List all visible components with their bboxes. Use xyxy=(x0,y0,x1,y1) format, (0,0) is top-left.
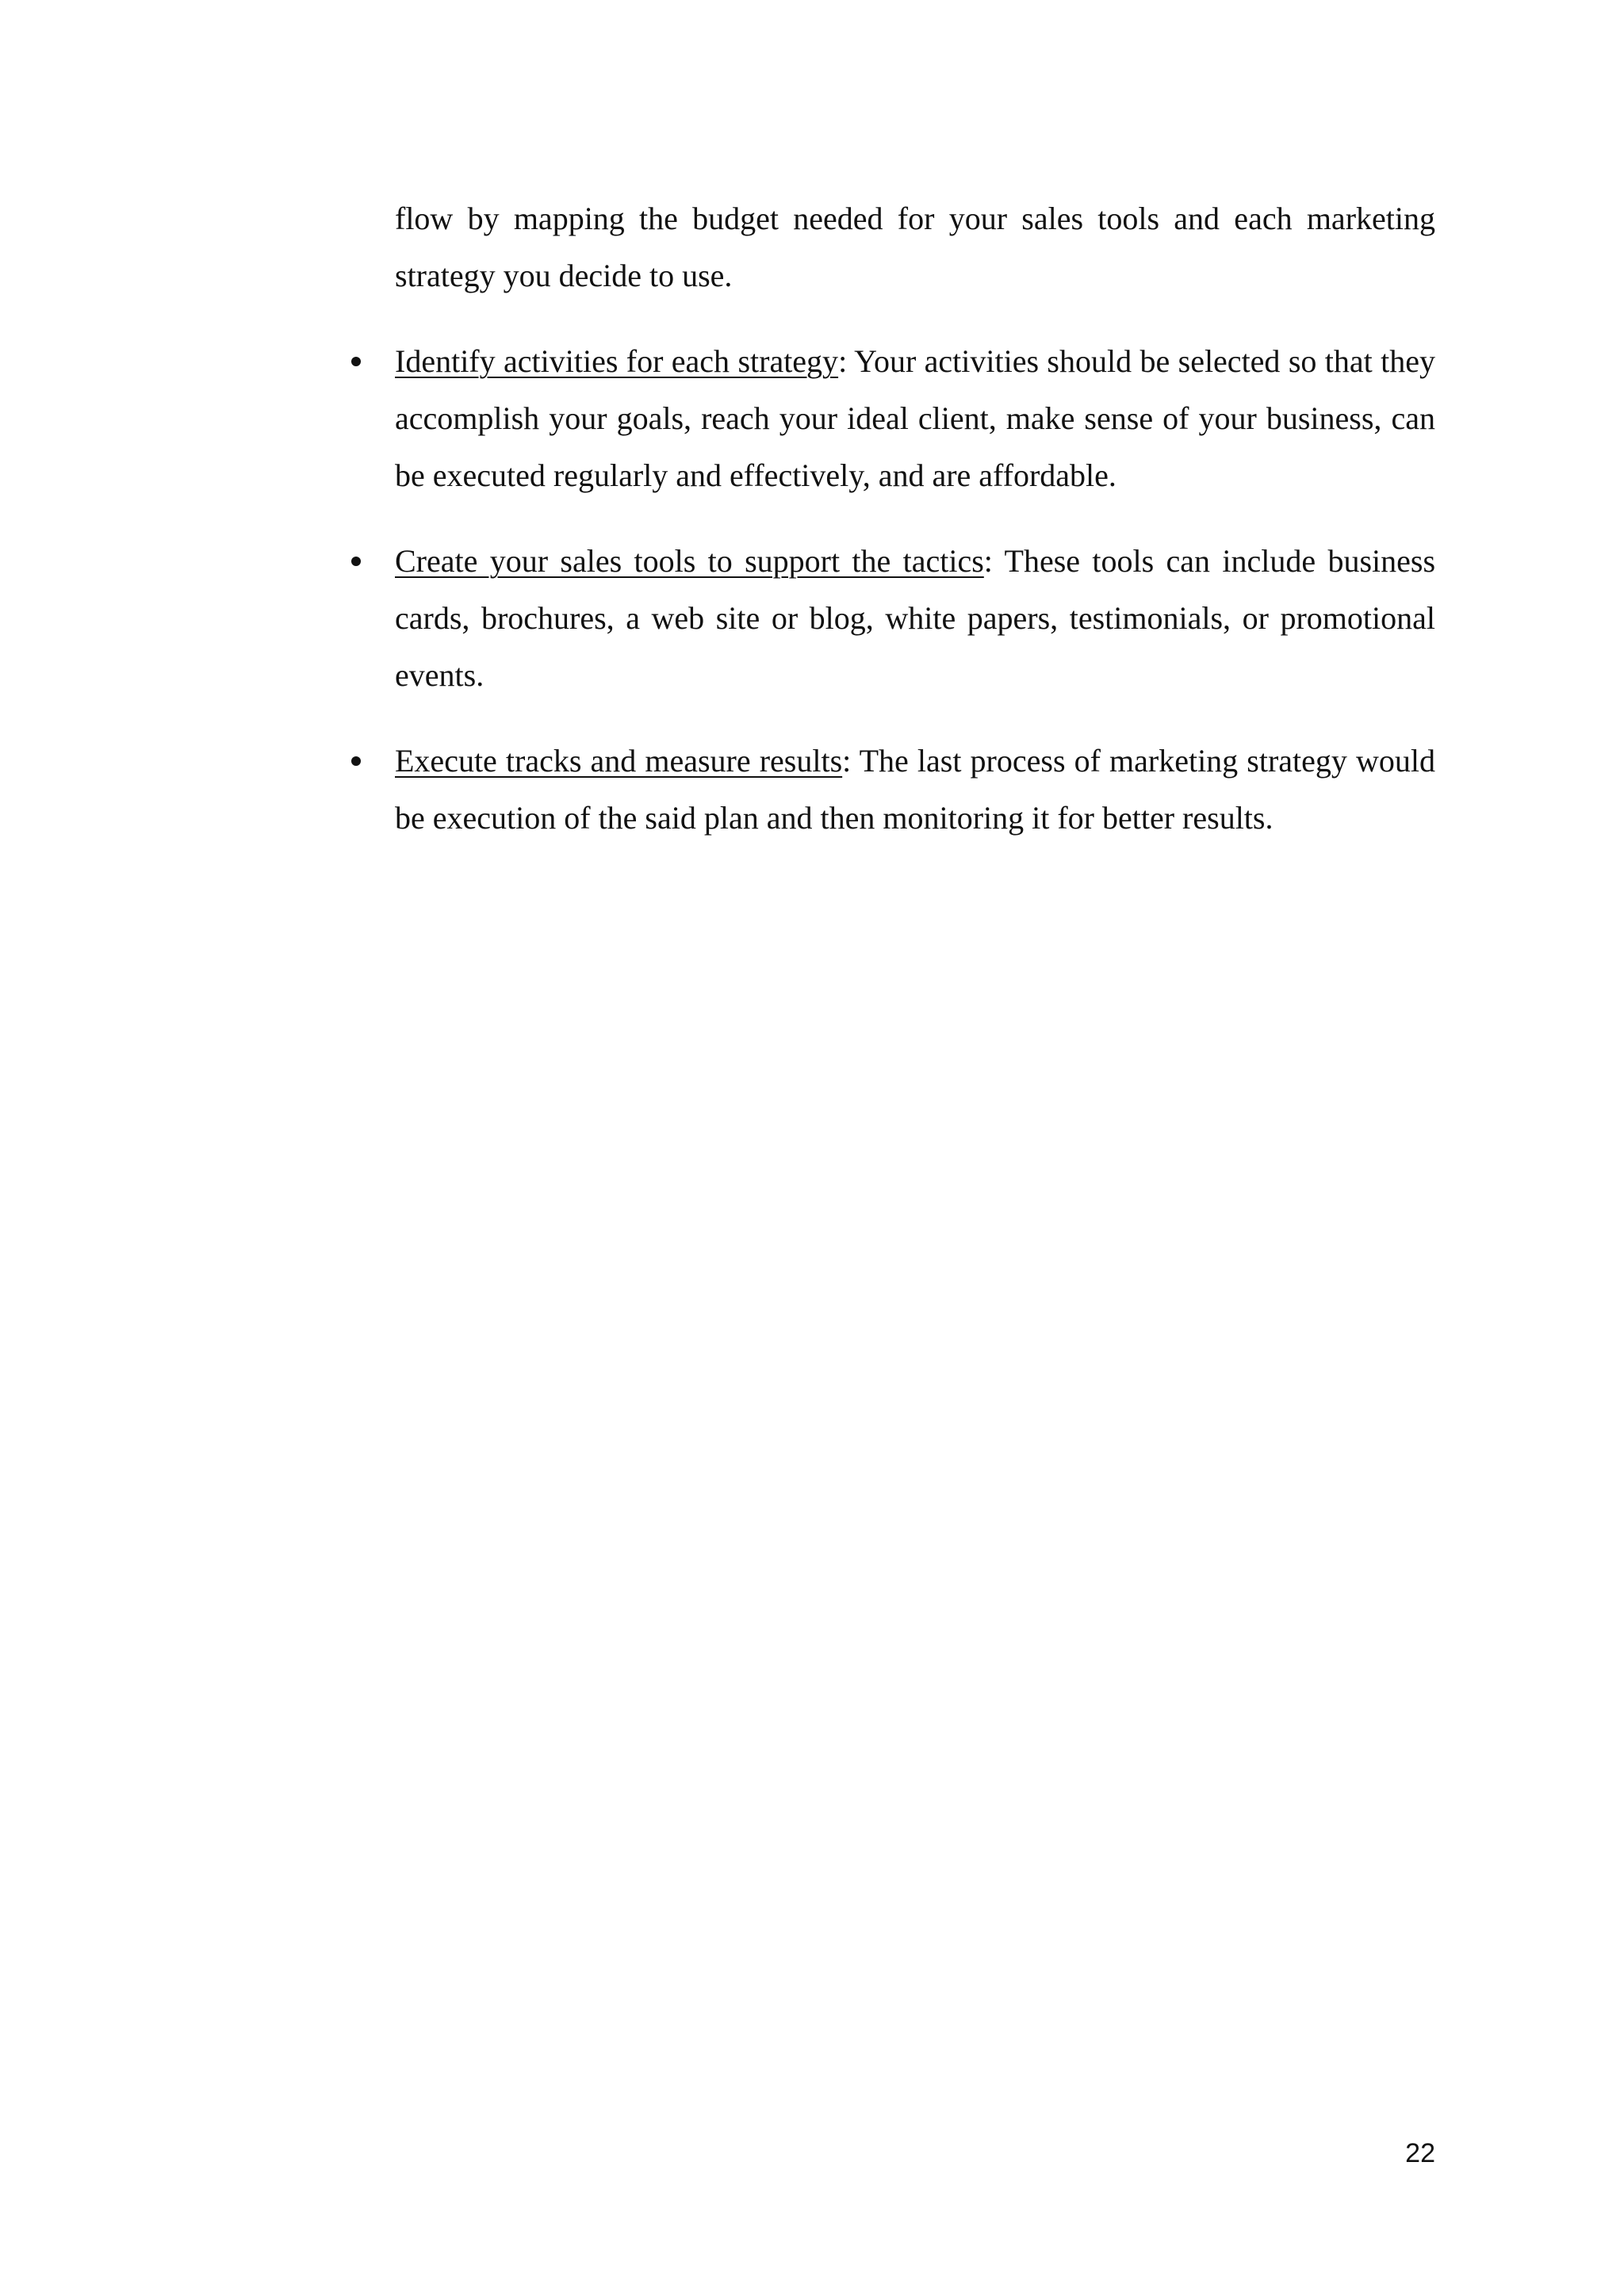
continuation-paragraph: flow by mapping the budget needed for your sales tools and each marketing strategy you decide to use. xyxy=(395,201,1435,293)
bullet-icon xyxy=(344,733,368,790)
bullet-item-execute xyxy=(395,733,1435,847)
bullet-lead-activities: Identify activities for each strategy xyxy=(395,343,839,379)
bullet-lead-sales-tools: Create your sales tools to support the tactics xyxy=(395,543,984,579)
page-content xyxy=(395,190,1435,875)
page-number: 22 xyxy=(1405,2138,1435,2168)
bullet-item-activities xyxy=(395,333,1435,504)
bullet-list xyxy=(395,333,1435,847)
bullet-icon xyxy=(344,333,368,390)
bullet-body-execute: : The last process of marketing strategy would be execution of the said plan and then monitoring it for better results. xyxy=(395,743,1435,836)
bullet-body-activities: : Your activities should be selected so that they accomplish your goals, reach your ideal client, make sense of your business, can be executed regularly and effectively, and are affordable. xyxy=(395,343,1435,493)
bullet-lead-execute: Execute tracks and measure results xyxy=(395,743,843,779)
bullet-body-sales-tools: : These tools can include business cards, brochures, a web site or blog, white papers, testimonials, or promotional events. xyxy=(395,543,1436,693)
bullet-item-sales-tools xyxy=(395,533,1435,704)
bullet-icon xyxy=(344,533,368,590)
